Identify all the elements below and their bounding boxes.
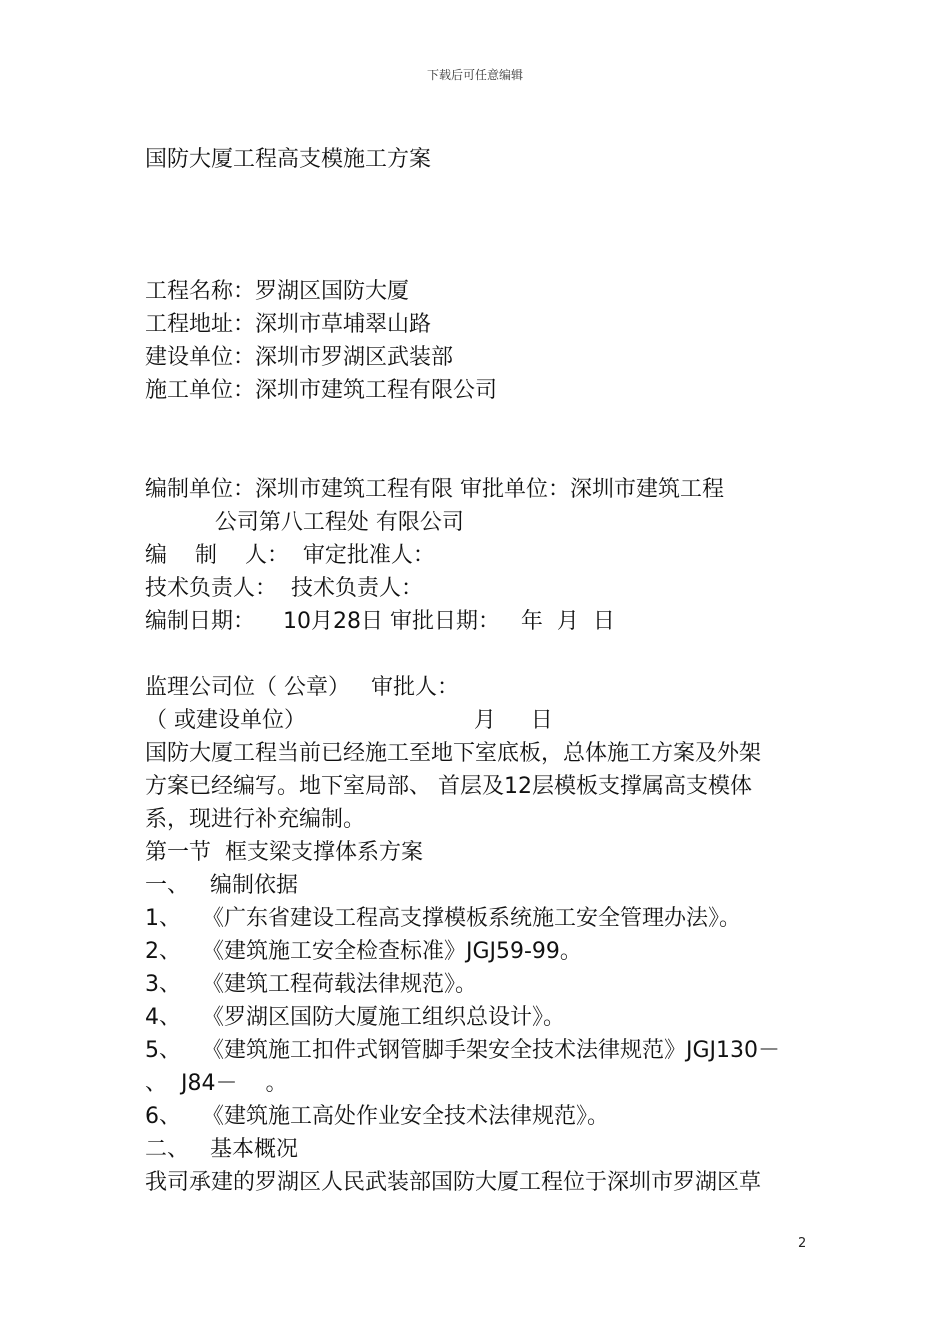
subsection-heading: 二、 基本概况 — [145, 1137, 298, 1162]
section-heading: 第一节 框支梁支撑体系方案 — [145, 840, 423, 865]
info-line-project-address: 工程地址：深圳市草埔翠山路 — [145, 312, 432, 337]
page-number: 2 — [798, 1236, 807, 1251]
body-line: 国防大厦工程当前已经施工至地下室底板，总体施工方案及外架 — [145, 741, 762, 766]
list-item: 6、 《建筑施工高处作业安全技术法律规范》。 — [145, 1104, 609, 1129]
info-line-owner: 建设单位：深圳市罗湖区武装部 — [145, 345, 454, 370]
page-header: 下载后可任意编辑 — [426, 68, 523, 82]
list-item: 1、 《广东省建设工程高支撑模板系统施工安全管理办法》。 — [145, 906, 741, 931]
list-item: 4、 《罗湖区国防大厦施工组织总设计》。 — [145, 1005, 565, 1030]
supervision-line-1: 监理公司位（ 公章） 审批人： — [145, 675, 459, 700]
body-line: 系，现进行补充编制。 — [145, 807, 366, 832]
approval-line-dates: 编制日期： 10月28日 审批日期： 年 月 日 — [145, 609, 615, 634]
approval-line-tech-lead: 技术负责人： 技术负责人： — [145, 576, 423, 601]
list-item: 5、 《建筑施工扣件式钢管脚手架安全技术法律规范》JGJ130－ — [145, 1038, 780, 1063]
body-line: 方案已经编写。地下室局部、 首层及12层模板支撑属高支模体 — [145, 774, 752, 799]
subsection-heading: 一、 编制依据 — [145, 873, 298, 898]
approval-line-compiler: 编 制 人： 审定批准人： — [145, 543, 435, 568]
supervision-line-2: （ 或建设单位） 月 日 — [145, 708, 553, 733]
info-line-project-name: 工程名称：罗湖区国防大厦 — [145, 279, 410, 304]
info-line-contractor: 施工单位：深圳市建筑工程有限公司 — [145, 378, 498, 403]
list-item: 2、 《建筑施工安全检查标准》JGJ59-99。 — [145, 939, 582, 964]
document-title: 国防大厦工程高支模施工方案 — [145, 147, 432, 172]
approval-line-units: 编制单位：深圳市建筑工程有限 审批单位：深圳市建筑工程 — [145, 477, 724, 502]
list-item: 3、 《建筑工程荷载法律规范》。 — [145, 972, 477, 997]
approval-line-units-cont: 公司第八工程处 有限公司 — [145, 510, 464, 535]
list-item-cont: 、 J84－ 。 — [145, 1071, 288, 1096]
body-line: 我司承建的罗湖区人民武装部国防大厦工程位于深圳市罗湖区草 — [145, 1170, 762, 1195]
